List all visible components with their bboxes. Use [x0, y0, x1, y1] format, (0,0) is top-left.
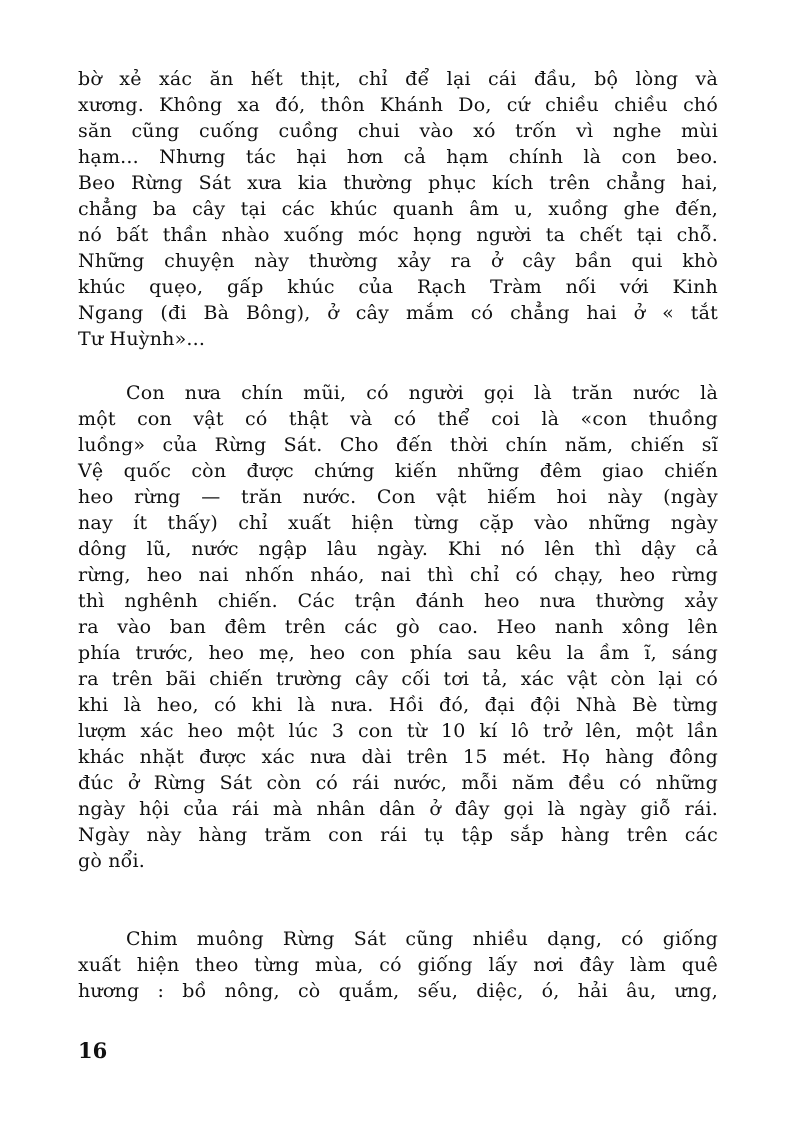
text-line: đúc ở Rừng Sát còn có rái nước, mỗi năm đều có những — [78, 772, 718, 794]
text-line: Chim muông Rừng Sát cũng nhiều dạng, có giống — [126, 928, 718, 950]
text-line: Ngày này hàng trăm con rái tụ tập sắp hàng trên các — [78, 824, 718, 846]
text-line: ngày hội của rái mà nhân dân ở đây gọi là ngày giỗ rái. — [78, 798, 718, 820]
text-line: ra vào ban đêm trên các gò cao. Heo nanh xông lên — [78, 616, 718, 638]
text-line: Beo Rừng Sát xưa kia thường phục kích trên chẳng hai, — [78, 172, 718, 194]
text-line: Tư Huỳnh»... — [78, 328, 206, 350]
text-line: Con nưa chín mũi, có người gọi là trăn nước là — [126, 382, 718, 404]
text-line: hương : bồ nông, cò quắm, sếu, diệc, ó, hải âu, ưng, — [78, 980, 718, 1002]
text-line: ra trên bãi chiến trường cây cối tơi tả, xác vật còn lại có — [78, 668, 718, 690]
text-line: Vệ quốc còn được chứng kiến những đêm giao chiến — [78, 460, 718, 482]
text-line: nay ít thấy) chỉ xuất hiện từng cặp vào những ngày — [78, 512, 718, 534]
text-line: heo rừng — trăn nước. Con vật hiếm hoi này (ngày — [78, 486, 718, 508]
paragraph-1 — [78, 66, 718, 352]
text-line: gò nổi. — [78, 850, 146, 872]
text-line: khúc quẹo, gấp khúc của Rạch Tràm nối với Kinh — [78, 276, 718, 298]
text-line: Ngang (đi Bà Bông), ở cây mắm có chẳng hai ở « tắt — [78, 302, 718, 324]
page-number: 16 — [78, 1038, 108, 1063]
text-line: dông lũ, nước ngập lâu ngày. Khi nó lên thì dậy cả — [78, 538, 718, 560]
text-line: nó bất thần nhào xuống móc họng người ta chết tại chỗ. — [78, 224, 718, 246]
text-line: chẳng ba cây tại các khúc quanh âm u, xuồng ghe đến, — [78, 198, 718, 220]
text-line: xuất hiện theo từng mùa, có giống lấy nơi đây làm quê — [78, 954, 718, 976]
text-line: khi là heo, có khi là nưa. Hồi đó, đại đội Nhà Bè từng — [78, 694, 718, 716]
text-line: khác nhặt được xác nưa dài trên 15 mét. Họ hàng đông — [78, 746, 718, 768]
paragraph-2 — [78, 380, 718, 874]
text-line: thì nghênh chiến. Các trận đánh heo nưa thường xảy — [78, 590, 718, 612]
text-line: xương. Không xa đó, thôn Khánh Do, cứ chiều chiều chó — [78, 94, 718, 116]
text-line: một con vật có thật và có thể coi là «con thuồng — [78, 408, 718, 430]
text-line: bờ xẻ xác ăn hết thịt, chỉ để lại cái đầu, bộ lòng và — [78, 68, 718, 90]
text-line: luồng» của Rừng Sát. Cho đến thời chín năm, chiến sĩ — [78, 434, 718, 456]
text-line: rừng, heo nai nhốn nháo, nai thì chỉ có chạy, heo rừng — [78, 564, 718, 586]
text-line: Những chuyện này thường xảy ra ở cây bần qui khò — [78, 250, 718, 272]
text-line: lượm xác heo một lúc 3 con từ 10 kí lô trở lên, một lần — [78, 720, 718, 742]
text-line: hạm... Nhưng tác hại hơn cả hạm chính là con beo. — [78, 146, 718, 168]
text-line: săn cũng cuống cuồng chui vào xó trốn vì nghe mùi — [78, 120, 718, 142]
paragraph-3 — [78, 926, 718, 1004]
text-line: phía trước, heo mẹ, heo con phía sau kêu la ầm ĩ, sáng — [78, 642, 718, 664]
